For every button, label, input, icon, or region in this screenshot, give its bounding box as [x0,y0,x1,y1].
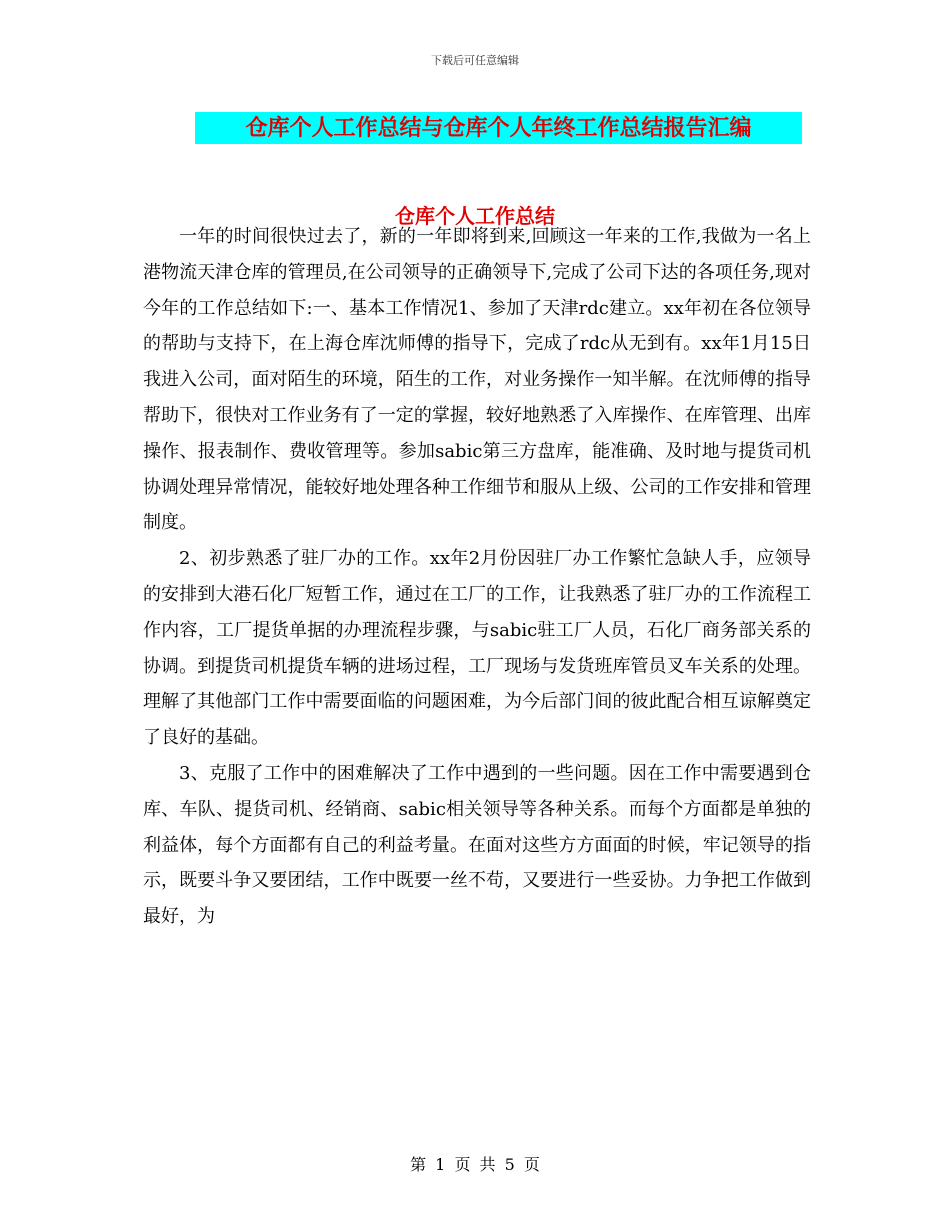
paragraph-1: 一年的时间很快过去了，新的一年即将到来,回顾这一年来的工作,我做为一名上港物流天津仓库的管理员,在公司领导的正确领导下,完成了公司下达的各项任务,现对今年的工作总结如下:一、基本工作情况1、参加了天津rdc建立。xx年初在各位领导的帮助与支持下，在上海仓库沈师傅的指导下，完成了rdc从无到有。xx年1月15日我进入公司，面对陌生的环境，陌生的工作，对业务操作一知半解。在沈师傅的指导帮助下，很快对工作业务有了一定的掌握，较好地熟悉了入库操作、在库管理、出库操作、报表制作、费收管理等。参加sabic第三方盘库，能准确、及时地与提货司机协调处理异常情况，能较好地处理各种工作细节和服从上级、公司的工作安排和管理制度。 [143,226,811,534]
document-title: 仓库个人工作总结与仓库个人年终工作总结报告汇编 [195,112,802,144]
page-number-footer: 第 1 页 共 5 页 [410,1155,540,1174]
page-header-note: 下载后可任意编辑 [431,54,519,67]
section-title: 仓库个人工作总结 [395,204,555,228]
paragraph-3: 3、克服了工作中的困难解决了工作中遇到的一些问题。因在工作中需要遇到仓库、车队、提货司机、经销商、sabic相关领导等各种关系。而每个方面都是单独的利益体，每个方面都有自己的利益考量。在面对这些方方面面的时候，牢记领导的指示，既要斗争又要团结，工作中既要一丝不苟，又要进行一些妥协。力争把工作做到最好，为 [143,762,811,928]
document-body [143,219,811,935]
paragraph-2: 2、初步熟悉了驻厂办的工作。xx年2月份因驻厂办工作繁忙急缺人手，应领导的安排到大港石化厂短暂工作，通过在工厂的工作，让我熟悉了驻厂办的工作流程工作内容，工厂提货单据的办理流程步骤，与sabic驻工厂人员，石化厂商务部关系的协调。到提货司机提货车辆的进场过程，工厂现场与发货班库管员叉车关系的处理。理解了其他部门工作中需要面临的问题困难，为今后部门间的彼此配合相互谅解奠定了良好的基础。 [143,548,811,749]
